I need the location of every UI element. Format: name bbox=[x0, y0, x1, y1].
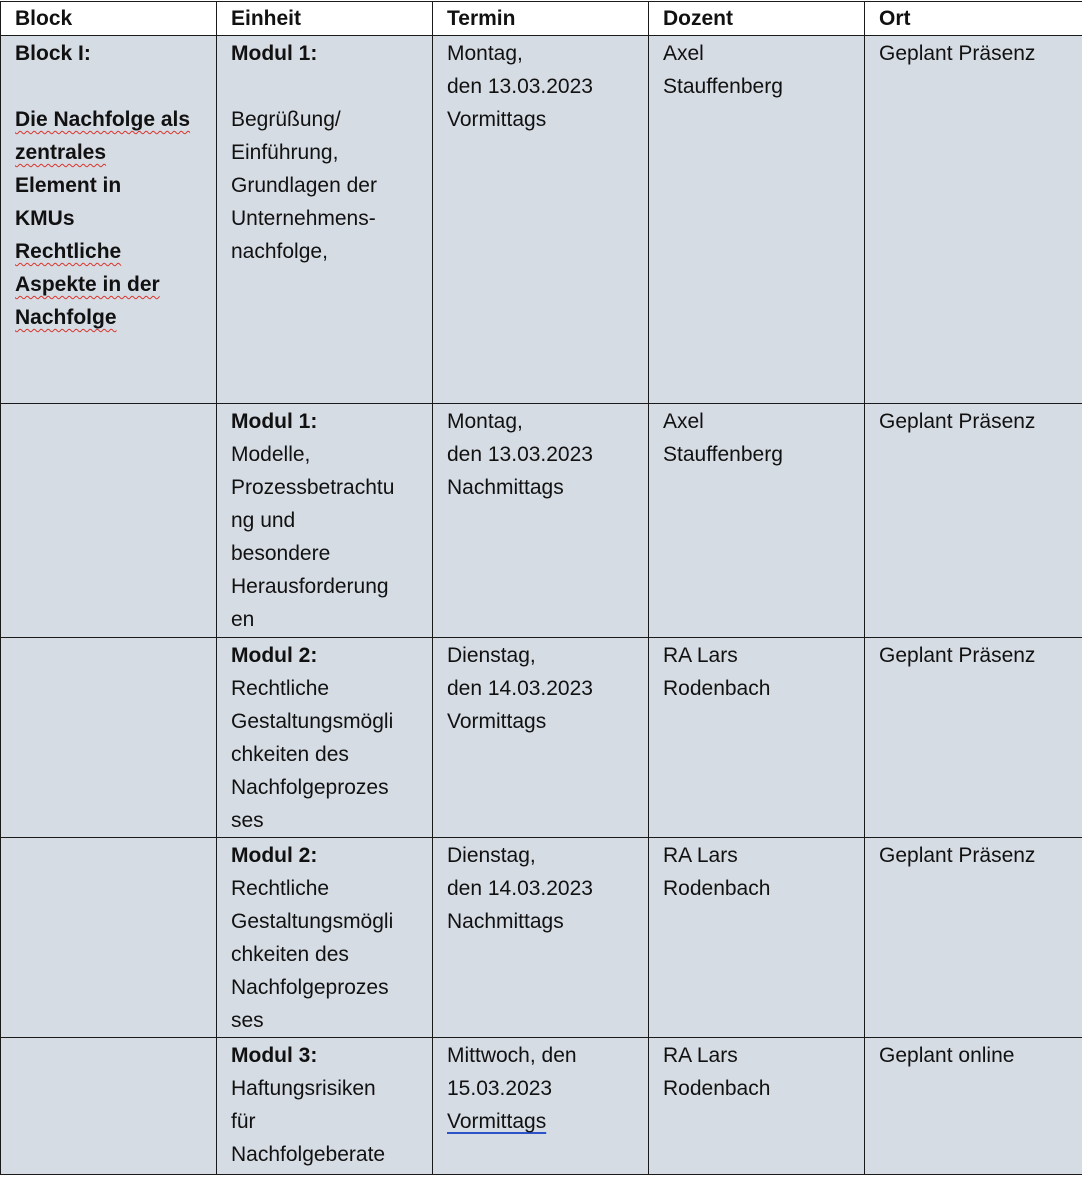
header-dozent: Dozent bbox=[649, 2, 865, 36]
einheit-cell bbox=[217, 36, 433, 404]
termin-link-text: Vormittags bbox=[447, 1110, 546, 1133]
module-label: Modul 2: bbox=[231, 839, 420, 872]
dozent-cell: RA Lars Rodenbach bbox=[649, 838, 865, 1038]
ort-cell: Geplant Präsenz bbox=[865, 838, 1082, 1038]
einheit-cell bbox=[217, 404, 433, 638]
ort-cell: Geplant Präsenz bbox=[865, 404, 1082, 638]
module-label: Modul 3: bbox=[231, 1039, 420, 1072]
ort-cell: Geplant online bbox=[865, 1038, 1082, 1175]
termin-cell: Dienstag, den 14.03.2023 Nachmittags bbox=[433, 838, 649, 1038]
header-row bbox=[1, 2, 1082, 36]
header-block: Block bbox=[1, 2, 217, 36]
table-row bbox=[1, 404, 1082, 638]
block-desc-line: Nachfolge bbox=[15, 306, 117, 329]
header-einheit: Einheit bbox=[217, 2, 433, 36]
block-desc-line: zentrales bbox=[15, 141, 106, 164]
schedule-table bbox=[0, 1, 1082, 1175]
block-title: Block I: bbox=[15, 37, 204, 70]
table-row bbox=[1, 1038, 1082, 1175]
ort-cell: Geplant Präsenz bbox=[865, 638, 1082, 838]
block-cell bbox=[1, 404, 217, 638]
block-desc-line: Aspekte in der bbox=[15, 273, 160, 296]
block-cell bbox=[1, 1038, 217, 1175]
module-label: Modul 1: bbox=[231, 37, 420, 70]
block-description bbox=[15, 103, 204, 334]
table-row bbox=[1, 638, 1082, 838]
einheit-cell bbox=[217, 838, 433, 1038]
einheit-cell bbox=[217, 638, 433, 838]
unit-text: Rechtliche Gestaltungsmögli chkeiten des Nachfolgeprozes ses bbox=[231, 672, 420, 837]
block-desc-line: Element in bbox=[15, 174, 121, 197]
dozent-cell: RA Lars Rodenbach bbox=[649, 1038, 865, 1175]
header-ort: Ort bbox=[865, 2, 1082, 36]
unit-text: Rechtliche Gestaltungsmögli chkeiten des Nachfolgeprozes ses bbox=[231, 872, 420, 1037]
block-desc-line: KMUs bbox=[15, 207, 75, 230]
block-cell bbox=[1, 838, 217, 1038]
table-row bbox=[1, 36, 1082, 404]
termin-cell bbox=[433, 1038, 649, 1175]
dozent-cell: Axel Stauffenberg bbox=[649, 36, 865, 404]
ort-cell: Geplant Präsenz bbox=[865, 36, 1082, 404]
block-cell bbox=[1, 36, 217, 404]
unit-text: Haftungsrisiken für Nachfolgeberate bbox=[231, 1072, 420, 1171]
block-desc-line: Rechtliche bbox=[15, 240, 121, 263]
header-termin: Termin bbox=[433, 2, 649, 36]
block-cell bbox=[1, 638, 217, 838]
unit-text: Begrüßung/ Einführung, Grundlagen der Unternehmens- nachfolge, bbox=[231, 103, 420, 268]
termin-cell: Montag, den 13.03.2023 Nachmittags bbox=[433, 404, 649, 638]
module-label: Modul 1: bbox=[231, 405, 420, 438]
module-label: Modul 2: bbox=[231, 639, 420, 672]
termin-cell: Montag, den 13.03.2023 Vormittags bbox=[433, 36, 649, 404]
block-desc-line: Die Nachfolge als bbox=[15, 108, 190, 131]
termin-text: Mittwoch, den 15.03.2023 bbox=[447, 1044, 577, 1100]
einheit-cell bbox=[217, 1038, 433, 1175]
table-row bbox=[1, 838, 1082, 1038]
termin-cell: Dienstag, den 14.03.2023 Vormittags bbox=[433, 638, 649, 838]
dozent-cell: RA Lars Rodenbach bbox=[649, 638, 865, 838]
unit-text: Modelle, Prozessbetrachtu ng und besondere Herausforderung en bbox=[231, 438, 420, 636]
dozent-cell: Axel Stauffenberg bbox=[649, 404, 865, 638]
